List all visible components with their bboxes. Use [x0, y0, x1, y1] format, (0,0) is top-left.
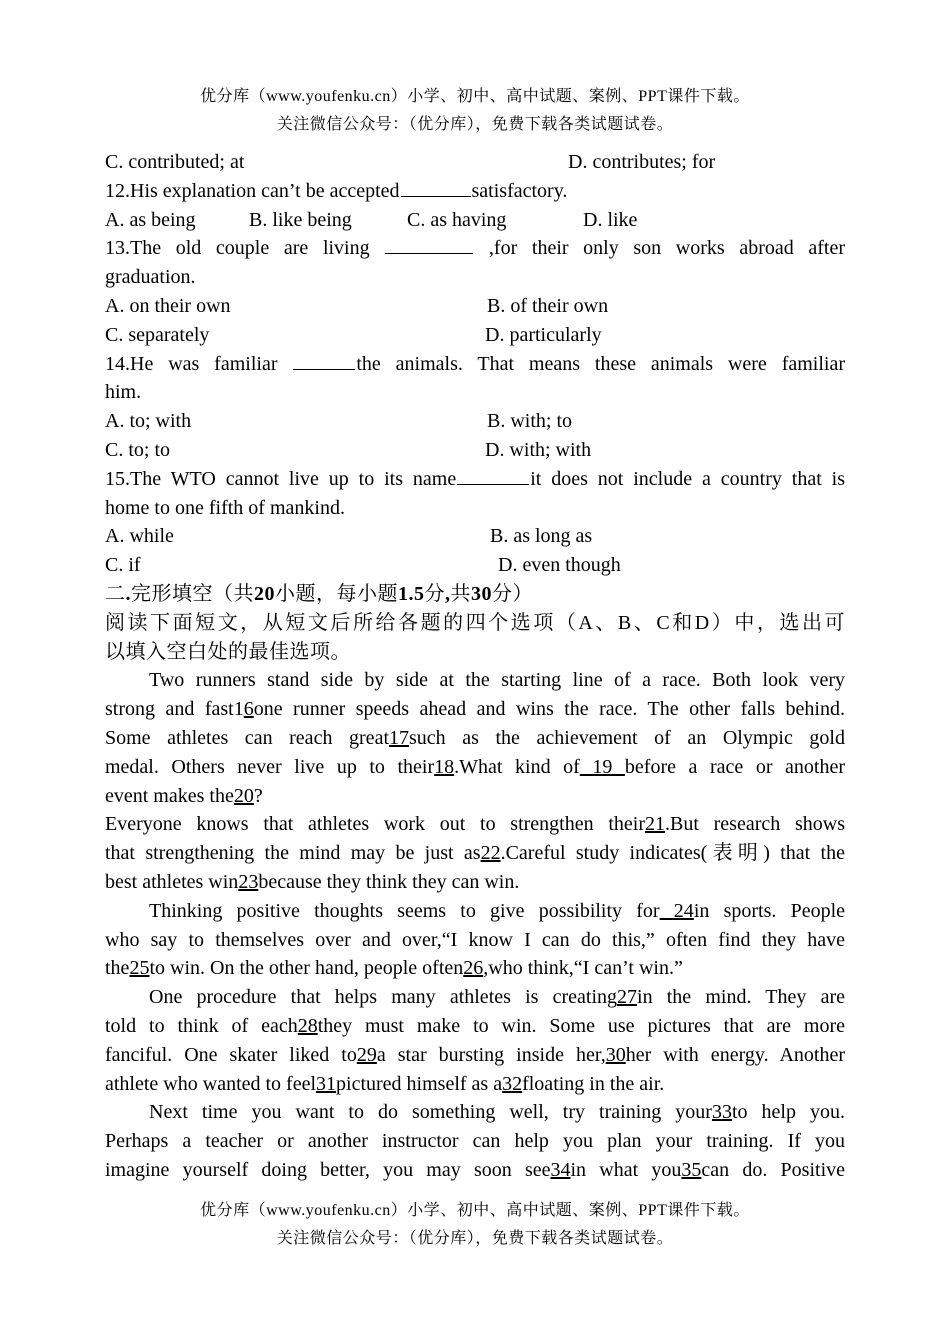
q14-text-before: 14.He was familiar — [105, 352, 293, 375]
q13-option-d: D. particularly — [485, 323, 602, 346]
p4-text: in the mind. They are — [637, 986, 845, 1009]
section2-comma: , — [445, 582, 451, 605]
section2-title — [105, 580, 845, 609]
blank-30: 30 — [605, 1043, 626, 1066]
q12-question — [105, 177, 845, 206]
p1-text: .What kind of — [454, 755, 580, 778]
section2-instruction-line2: 以填入空白处的最佳选项。 — [105, 640, 351, 663]
q13-blank — [385, 235, 473, 254]
passage-p1-line3 — [105, 724, 845, 753]
blank-32: 32 — [502, 1072, 523, 1095]
passage-p2-line3 — [105, 868, 845, 897]
q15-option-a: A. while — [105, 525, 174, 548]
p2-text: that strengthening the mind may be just as — [105, 842, 481, 865]
section2-instruction-line1: 阅读下面短文，从短文后所给各题的四个选项（A、B、C和D）中，选出可 — [105, 611, 845, 634]
page-header-line1: 优分库（www.youfenku.cn）小学、初中、高中试题、案例、PPT课件下载。 — [200, 88, 750, 105]
q13-question-line1 — [105, 234, 845, 263]
q13-text-before: 13.The old couple are living — [105, 237, 385, 260]
q15-option-c: C. if — [105, 554, 141, 577]
p1-text: medal. Others never live up to their — [105, 755, 435, 778]
p1-text: before a race or another — [624, 755, 846, 778]
blank-27: 27 — [617, 986, 638, 1009]
section2-title-text5: 分） — [492, 582, 533, 605]
q14-text-after: the animals. That means these animals were familiar — [356, 352, 845, 375]
p5-text: imagine yourself doing better, you may soon see — [105, 1158, 551, 1181]
q15-text-before: 15.The WTO cannot live up to its name — [105, 467, 457, 490]
passage-p4-line3 — [105, 1041, 845, 1070]
passage-p5-line3 — [105, 1156, 845, 1185]
q12-text-before: 12.His explanation can’t be accepted — [105, 179, 400, 202]
blank-35: 35 — [681, 1158, 702, 1181]
passage-p4-line2 — [105, 1012, 845, 1041]
p5-text: Next time you want to do something well, try training your — [149, 1101, 712, 1124]
passage-p2-line2 — [105, 839, 845, 868]
q14-options-row2 — [105, 436, 845, 465]
passage-p4-line1 — [105, 983, 845, 1012]
blank-25: 25 — [129, 957, 150, 980]
p3-text: Thinking positive thoughts seems to give possibility for — [149, 899, 660, 922]
q12-option-a: A. as being — [105, 208, 196, 231]
section2-title-text3: 分 — [424, 582, 445, 605]
passage-p3-line1 — [105, 897, 845, 926]
q13-option-b: B. of their own — [487, 294, 609, 317]
p4-text: fanciful. One skater liked to — [105, 1043, 357, 1066]
blank-34: 34 — [550, 1158, 571, 1181]
page-footer-line2: 关注微信公众号：（优分库），免费下载各类试题试卷。 — [276, 1230, 674, 1247]
p5-text: can do. Positive — [701, 1158, 846, 1181]
section2-title-text2: 小题，每小题 — [275, 582, 398, 605]
p1-text: such as the achievement of an Olympic gold — [409, 726, 845, 749]
q14-option-b: B. with; to — [487, 410, 573, 433]
q12-blank — [401, 178, 471, 197]
p4-text: they must make to win. Some use pictures that are more — [317, 1014, 845, 1037]
q13-text-after: ,for their only son works abroad after — [488, 237, 846, 260]
passage-p3-line3 — [105, 954, 845, 983]
blank-24: 24 — [659, 899, 694, 922]
q12-options-row — [105, 206, 845, 235]
section2-title-text4: 共 — [450, 582, 471, 605]
q15-option-d: D. even though — [498, 554, 621, 577]
passage-p1-line5 — [105, 782, 845, 811]
blank-19: 19 — [579, 755, 625, 778]
blank-28: 28 — [297, 1014, 318, 1037]
q13-option-a: A. on their own — [105, 294, 231, 317]
page-header-line2: 关注微信公众号：（优分库），免费下载各类试题试卷。 — [276, 116, 674, 133]
q15-option-b: B. as long as — [490, 525, 593, 548]
p2-text: Everyone knows that athletes work out to strengthen their — [105, 813, 645, 836]
p2-text: because they think they can win. — [258, 870, 520, 893]
q15-text-after: it does not include a country that is — [530, 467, 845, 490]
q15-blank — [457, 466, 529, 485]
blank-23: 23 — [238, 870, 259, 893]
p1-text: Some athletes can reach great — [105, 726, 389, 749]
q11-options-row — [105, 148, 845, 177]
passage-p4-line4 — [105, 1070, 845, 1099]
document-content — [105, 148, 845, 1185]
p4-text: her with energy. Another — [625, 1043, 846, 1066]
section2-num: 二 — [105, 582, 126, 605]
p5-text: to help you. — [731, 1101, 845, 1124]
q14-options-row1 — [105, 407, 845, 436]
blank-22: 22 — [480, 842, 501, 865]
q12-option-c: C. as having — [407, 208, 507, 231]
q13-question-line2: graduation. — [105, 266, 196, 289]
p4-text: One procedure that helps many athletes is creating — [149, 986, 618, 1009]
blank-20: 20 — [233, 784, 254, 807]
p4-text: athlete who wanted to feel — [105, 1072, 317, 1095]
p3-text: to win. On the other hand, people often — [149, 957, 464, 980]
p4-text: told to think of each — [105, 1014, 298, 1037]
q14-option-a: A. to; with — [105, 410, 192, 433]
q15-question-line1 — [105, 465, 845, 494]
q15-options-row1 — [105, 522, 845, 551]
passage-p3-line2: who say to themselves over and over,“I know I can do this,” often find they have — [105, 928, 845, 951]
section2-title-text1: 完形填空（共 — [131, 582, 254, 605]
section2-dot: . — [125, 582, 131, 605]
p1-text: strong and fast1 — [105, 698, 244, 721]
p2-text: .But research shows — [665, 813, 845, 836]
blank-29: 29 — [356, 1043, 377, 1066]
q14-question-line1 — [105, 350, 845, 379]
q15-options-row2 — [105, 551, 845, 580]
q14-blank — [293, 351, 355, 370]
q11-option-d: D. contributes; for — [568, 151, 716, 173]
section2-total: 30 — [471, 582, 492, 605]
p4-text: a star bursting inside her, — [376, 1043, 606, 1066]
passage-p2-line1 — [105, 810, 845, 839]
blank-17: 17 — [389, 726, 409, 749]
page-footer-line1: 优分库（www.youfenku.cn）小学、初中、高中试题、案例、PPT课件下载。 — [200, 1202, 750, 1219]
q15-question-line2: home to one fifth of mankind. — [105, 496, 345, 519]
blank-33: 33 — [711, 1101, 732, 1124]
p5-text: in what you — [570, 1158, 682, 1181]
q14-option-d: D. with; with — [485, 438, 592, 461]
blank-21: 21 — [645, 813, 665, 836]
p3-text: the — [105, 957, 130, 980]
p4-text: pictured himself as a — [336, 1072, 503, 1095]
p2-text: best athletes win — [105, 870, 239, 893]
blank-18: 18 — [434, 755, 455, 778]
passage-p1-line1: Two runners stand side by side at the starting line of a race. Both look very — [149, 669, 845, 692]
p3-text: in sports. People — [693, 899, 846, 922]
q14-question-line2: him. — [105, 381, 142, 404]
blank-31: 31 — [316, 1072, 337, 1095]
blank-16: 6 — [243, 698, 254, 721]
passage-p5-line1 — [105, 1098, 845, 1127]
q12-text-after: satisfactory. — [471, 179, 568, 202]
p1-text: one runner speeds ahead and wins the race. The other falls behind. — [253, 698, 845, 721]
q13-options-row2 — [105, 321, 845, 350]
p1-text: ? — [253, 784, 263, 807]
passage-p1-line2 — [105, 695, 845, 724]
p4-text: floating in the air. — [522, 1072, 665, 1095]
blank-26: 26 — [463, 957, 484, 980]
p2-text: .Careful study indicates(表明) that the — [500, 842, 845, 865]
passage-p5-line2: Perhaps a teacher or another instructor can help you plan your training. If you — [105, 1130, 845, 1153]
section2-count: 20 — [254, 582, 275, 605]
p1-text: event makes the — [105, 784, 234, 807]
passage-p1-line4 — [105, 753, 845, 782]
q13-options-row1 — [105, 292, 845, 321]
q12-option-d: D. like — [583, 208, 638, 231]
q11-option-c: C. contributed; at — [105, 151, 245, 173]
q13-option-c: C. separately — [105, 323, 210, 346]
q14-option-c: C. to; to — [105, 438, 171, 461]
section2-points: 1.5 — [398, 582, 425, 605]
q12-option-b: B. like being — [249, 208, 352, 231]
p3-text: ,who think,“I can’t win.” — [483, 957, 683, 980]
